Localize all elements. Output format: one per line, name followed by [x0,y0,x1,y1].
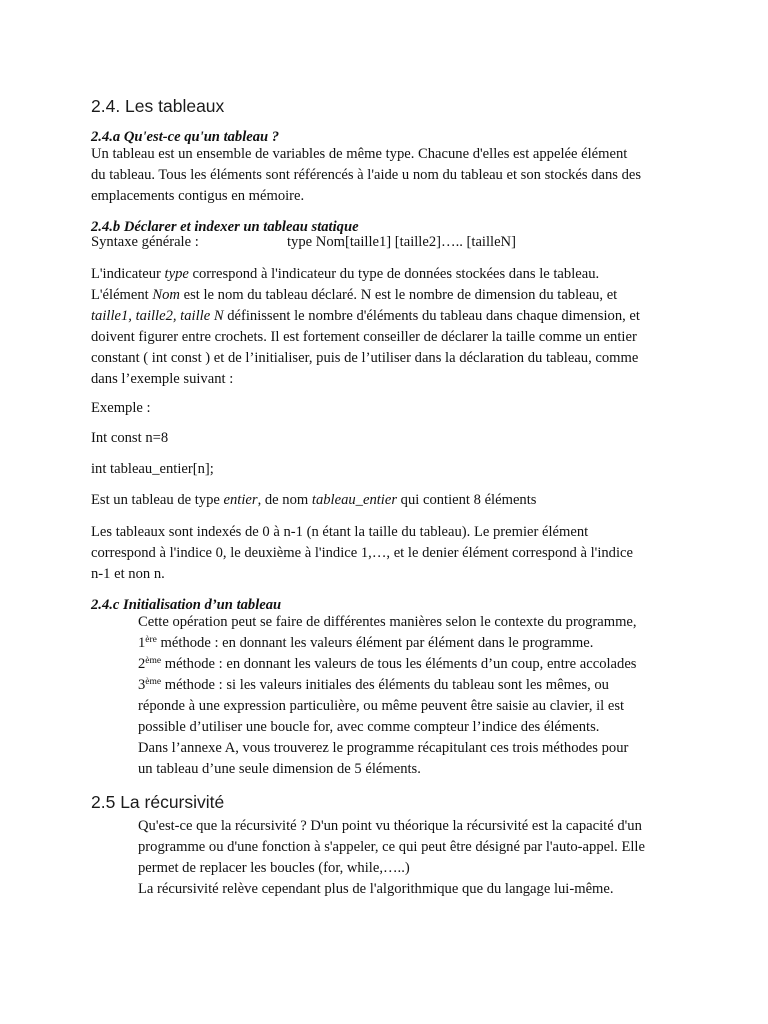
syntax-value: type Nom[taille1] [taille2]….. [tailleN] [287,234,516,250]
ordinal-suffix: ème [145,656,162,666]
text-line: programme ou d'une fonction à s'appeler, ce qui peut être désigné par l'auto-appel. Elle [138,839,645,855]
text-line: doivent figurer entre crochets. Il est fortement conseiller de déclarer la taille comme un entier [91,329,637,345]
italic-term: tableau_entier [311,492,398,508]
heading-2-4-b: 2.4.b Déclarer et indexer un tableau statique [91,219,359,235]
heading-2-4-c: 2.4.c Initialisation d’un tableau [91,597,282,613]
text-line: emplacements contigus en mémoire. [91,188,305,204]
text-run: L'élément [91,287,153,303]
text-line: Cette opération peut se faire de différentes manières selon le contexte du programme, [138,614,637,630]
ordinal-suffix: ème [145,677,162,687]
text-run: est le nom du tableau déclaré. N est le nombre de dimension du tableau, et [179,287,618,303]
text-line [91,264,640,285]
text-line: correspond à l'indice 0, le deuxième à l'indice 1,…, et le denier élément correspond à l'indice [91,545,633,561]
example-description [91,492,536,509]
text-line: réponde à une expression particulière, ou même peuvent être saisie au clavier, il est [138,698,625,714]
text-line: un tableau d’une seule dimension de 5 éléments. [138,761,421,777]
method-3 [138,675,637,696]
paragraph-initialisation [138,612,637,780]
text-line: dans l’exemple suivant : [91,371,234,387]
text-line [91,285,640,306]
text-line: permet de replacer les boucles (for, while,…..) [138,860,410,876]
text-run: qui contient 8 éléments [397,492,537,508]
text-line: du tableau. Tous les éléments sont référencés à l'aide u nom du tableau et son stockés dans des [91,167,642,183]
text-line: Les tableaux sont indexés de 0 à n-1 (n étant la taille du tableau). Le premier élément [91,524,589,540]
syntax-label: Syntaxe générale : [91,234,199,250]
paragraph-indexing [91,522,633,585]
method-number: 2 [138,656,146,672]
text-line: Qu'est-ce que la récursivité ? D'un point vu théorique la récursivité est la capacité d'un [138,818,642,834]
italic-term: taille1, taille2, taille N [91,308,224,324]
italic-term: type [164,266,189,282]
paragraph-recursivite [138,816,645,900]
text-line: Dans l’annexe A, vous trouverez le programme récapitulant ces trois méthodes pour [138,740,629,756]
code-line-2: int tableau_entier[n]; [91,461,214,477]
text-line: La récursivité relève cependant plus de l'algorithmique que du langage lui-même. [138,881,614,897]
text-run: correspond à l'indicateur du type de données stockées dans le tableau. [188,266,600,282]
text-run: définissent le nombre d'éléments du tableau dans chaque dimension, et [223,308,640,324]
text-line: constant ( int const ) et de l’initialiser, puis de l’utiliser dans la déclaration du tableau, comme [91,350,639,366]
heading-2-4-a: 2.4.a Qu'est-ce qu'un tableau ? [91,129,280,145]
italic-term: entier [223,492,258,508]
text-run: , de nom [257,492,312,508]
method-2 [138,654,637,675]
text-line: possible d’utiliser une boucle for, avec comme compteur l’indice des éléments. [138,719,600,735]
heading-2-5: 2.5 La récursivité [91,792,225,812]
paragraph-indicator [91,264,640,390]
text-run: Est un tableau de type [91,492,224,508]
text-line [91,306,640,327]
paragraph-definition [91,144,641,207]
method-1 [138,633,637,654]
text-run: L'indicateur [91,266,165,282]
text-line: n-1 et non n. [91,566,165,582]
code-line-1: Int const n=8 [91,430,169,446]
heading-2-4: 2.4. Les tableaux [91,96,225,116]
italic-term: Nom [152,287,180,303]
method-number: 3 [138,677,146,693]
method-number: 1 [138,635,146,651]
text-line: Un tableau est un ensemble de variables de même type. Chacune d'elles est appelée élément [91,146,628,162]
method-text: méthode : en donnant les valeurs élément par élément dans le programme. [156,635,594,651]
method-text: méthode : en donnant les valeurs de tous les éléments d’un coup, entre accolades [161,656,637,672]
syntax-line [0,234,768,255]
method-text: méthode : si les valeurs initiales des éléments du tableau sont les mêmes, ou [161,677,609,693]
example-label: Exemple : [91,400,151,416]
ordinal-suffix: ère [145,635,157,645]
